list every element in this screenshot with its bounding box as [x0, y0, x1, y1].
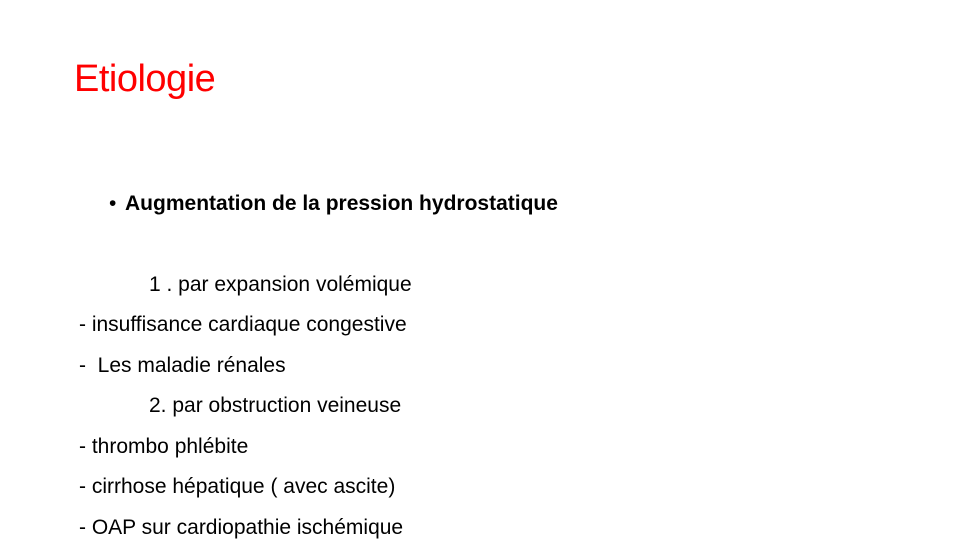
slide-title: Etiologie [74, 58, 216, 100]
numbered-item: 1 . par expansion volémique [149, 272, 412, 296]
bullet-item [74, 143, 874, 265]
dash-item: - insuffisance cardiaque congestive [79, 313, 407, 336]
dash-item: - OAP sur cardiopathie ischémique [79, 515, 404, 539]
dash-item: - thrombo phlébite [79, 434, 249, 458]
bullet-text: Augmentation de la pression hydrostatique [125, 191, 558, 215]
dash-item: - Les maladie rénales [79, 353, 286, 377]
numbered-item: 2. par obstruction veineuse [149, 394, 402, 417]
dash-item: - cirrhose hépatique ( avec ascite) [79, 475, 396, 498]
slide-content [74, 143, 874, 540]
bullet-marker: • [109, 191, 117, 215]
